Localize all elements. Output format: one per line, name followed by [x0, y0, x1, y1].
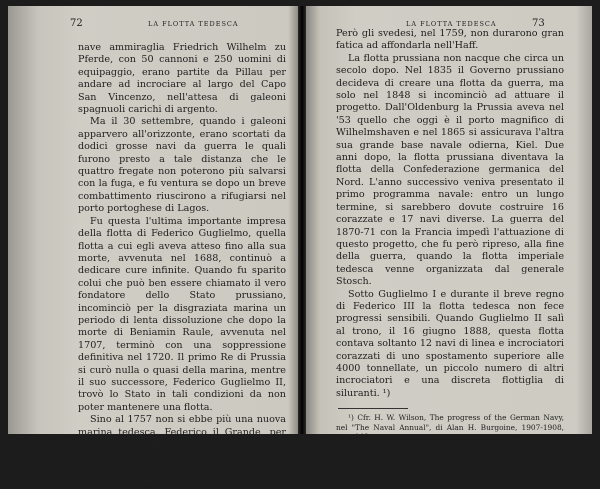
book-gutter [298, 6, 306, 434]
book-spread [8, 6, 592, 488]
page-body [336, 28, 564, 442]
paragraph: Ma il 30 settembre, quando i galeoni apparvero all'orizzonte, erano scortati da dodici grosse navi da guerra le quali furono presto a tale distanza che le quattro fregate non poterono più salvarsi con la fuga, e fu ventura se dopo un breve combattimento riuscirono a rifugiarsi nel porto portoghese di Lagos. [78, 116, 286, 215]
footnote-rule [338, 408, 408, 409]
paragraph: Però gli svedesi, nel 1759, non durarono gran fatica ad affondarla nell'Haff. [336, 28, 564, 52]
page-body [78, 42, 286, 489]
page-number: 72 [70, 18, 83, 29]
paragraph: nave ammiraglia Friedrich Wilhelm zu Pferde, con 50 cannoni e 250 uomini di equipaggio, erano partite da Pillau per andare ad incrociare al largo del Capo San Vincenzo, nell'attesa di galeoni spagnuoli carichi di argento. [78, 42, 286, 116]
paragraph: La flotta prussiana non nacque che circa un secolo dopo. Nel 1835 il Governo prussiano decideva di creare una flotta da guerra, ma solo nel 1848 si incominciò ad attuare il progetto. Dall'Oldenburg la Prussia aveva nel '53 quello che oggi è il porto magnifico di Wilhelmshaven e nel 1865 si assicurava l'altra sua grande base navale odierna, Kiel. Due anni dopo, la flotta prussiana diventava la flotta della Confederazione germanica del Nord. L'anno successivo veniva presentato il primo programma navale: entro un lungo termine, si sarebbero dovute costruire 16 corazzate e 17 navi diverse. La guerra del 1870-71 con la Francia impedì l'attuazione di questo progetto, che fu però ripreso, alla fine della guerra, quando la flotta imperiale tedesca venne organizzata dal generale Stosch. [336, 52, 564, 288]
paragraph: Sino al 1757 non si ebbe più una nuova marina tedesca. Federico il Grande, per proteggere dagli svedesi le foci dell'Oder, fece armare una squadra di quattro galee e di otto navi da pesca, quattro grandi e quattro piccole. [78, 414, 286, 488]
paragraph: Fu questa l'ultima importante impresa della flotta di Federico Guglielmo, quella flotta a cui egli aveva atteso fino alla sua morte, avvenuta nel 1688, continuò a dedicare cure infinite. Quando fu sparito colui che può ben essere chiamato il vero fondatore dello Stato prussiano, incominciò per la disgraziata marina un periodo di lenta dissoluzione che dopo la morte di Beniamin Raule, avvenuta nel 1707, terminò con una soppressione definitiva nel 1720. Il primo Re di Prussia si curò nulla o quasi della marina, mentre il suo successore, Federico Guglielmo II, trovò lo Stato in tali condizioni da non poter mantenere una flotta. [78, 215, 286, 413]
running-head: LA FLOTTA TEDESCA [406, 20, 497, 28]
right-page [306, 6, 592, 442]
left-page [8, 6, 298, 488]
page-number: 73 [532, 18, 545, 29]
paragraph: Sotto Guglielmo I e durante il breve regno di Federico III la flotta tedesca non fece progressi sensibili. Quando Guglielmo II salì al trono, il 16 giugno 1888, questa flotta contava soltanto 12 navi di linea e incrociatori corazzati di uno spostamento superiore alle 4000 tonnellate, un piccolo numero di altri incrociatori e una discreta flottiglia di siluranti. ¹) [336, 288, 564, 399]
running-head: LA FLOTTA TEDESCA [148, 20, 239, 28]
footnote: ¹) Cfr. H. W. Wilson, The progress of the German Navy, nel "The Naval Annual", di Alan H. Burgoine, 1907-1908, pag. 140. [336, 413, 564, 442]
